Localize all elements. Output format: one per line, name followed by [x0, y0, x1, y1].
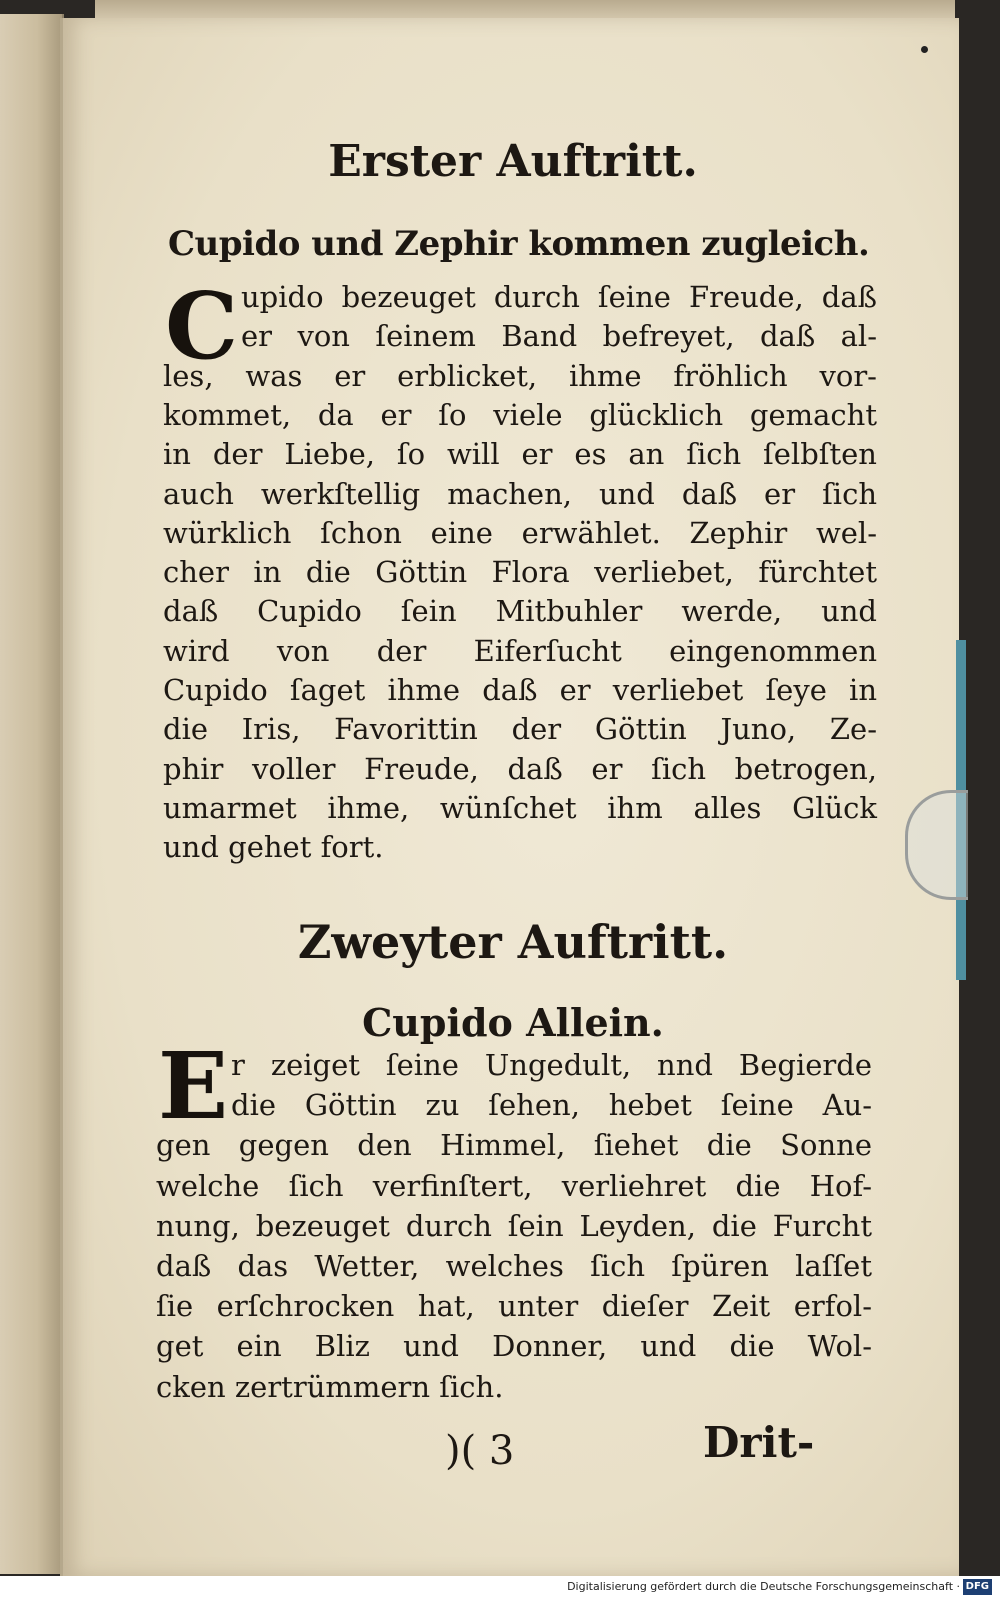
text-line: kommet, da er ſo viele glücklich gemacht — [163, 397, 877, 432]
text-line: phir voller Freude, daß er ſich betrogen, — [163, 751, 877, 786]
text-line: und gehet fort. — [163, 830, 384, 865]
text-line: welche ſich verfinſtert, verliehret die Hof- — [156, 1168, 872, 1203]
text-line: wird von der Eiferſucht eingenommen — [163, 633, 877, 668]
text-line: les, was er erblicket, ihme fröhlich vor- — [163, 358, 877, 393]
scene-heading-1: Erster Auftritt. — [328, 136, 698, 187]
text-line: daß Cupido ſein Mitbuhler werde, und — [163, 594, 877, 629]
text-line: nung, bezeuget durch ſein Leyden, die Furcht — [156, 1208, 872, 1243]
text-line: gen gegen den Himmel, ſiehet die Sonne — [156, 1128, 872, 1163]
text-line: umarmet ihme, wünſchet ihm alles Glück — [163, 790, 877, 825]
scene-subheading-2: Cupido Allein. — [362, 1000, 664, 1045]
scene-heading-2: Zweyter Auftritt. — [297, 915, 729, 969]
ink-dot — [921, 46, 928, 53]
text-line: cher in die Göttin Flora verliebet, fürchtet — [163, 555, 877, 590]
text-line: er von ſeinem Band befreyet, daß al- — [241, 319, 877, 354]
text-line: cken zertrümmern ſich. — [156, 1369, 504, 1404]
footer-bar — [0, 1576, 1000, 1599]
text-line: get ein Bliz und Donner, und die Wol- — [156, 1329, 872, 1364]
text-line: die Iris, Favorittin der Göttin Juno, Ze- — [163, 712, 877, 747]
text-line: die Göttin zu ſehen, hebet ſeine Au- — [231, 1088, 872, 1123]
previous-leaf-edge — [0, 14, 64, 1574]
drop-cap-1: C — [165, 272, 239, 380]
dfg-logo: DFG — [963, 1579, 992, 1595]
text-line: würklich ſchon eine erwählet. Zephir wel- — [163, 515, 877, 550]
book-page — [60, 18, 959, 1576]
catchword: Drit- — [703, 1418, 815, 1467]
text-line: ſie erſchrocken hat, unter dieſer Zeit erfol- — [156, 1289, 872, 1324]
text-line: in der Liebe, ſo will er es an ſich ſelbſten — [163, 437, 877, 472]
text-line: auch werkſtellig machen, und daß er ſich — [163, 476, 877, 511]
text-line: daß das Wetter, welches ſich ſpüren laſſet — [156, 1249, 872, 1283]
text-line: upido bezeuget durch ſeine Freude, daß — [241, 280, 877, 314]
page-signature: )( 3 — [445, 1428, 515, 1474]
text-line: Cupido ſaget ihme daß er verliebet ſeye in — [163, 673, 877, 707]
scene-subheading-1: Cupido und Zephir kommen zugleich. — [168, 224, 870, 264]
digitization-credit: Digitalisierung gefördert durch die Deutsche Forschungsgemeinschaft · — [567, 1580, 960, 1593]
text-line: r zeiget ſeine Ungedult, nnd Begierde — [231, 1048, 872, 1082]
drop-cap-2: E — [158, 1032, 229, 1140]
